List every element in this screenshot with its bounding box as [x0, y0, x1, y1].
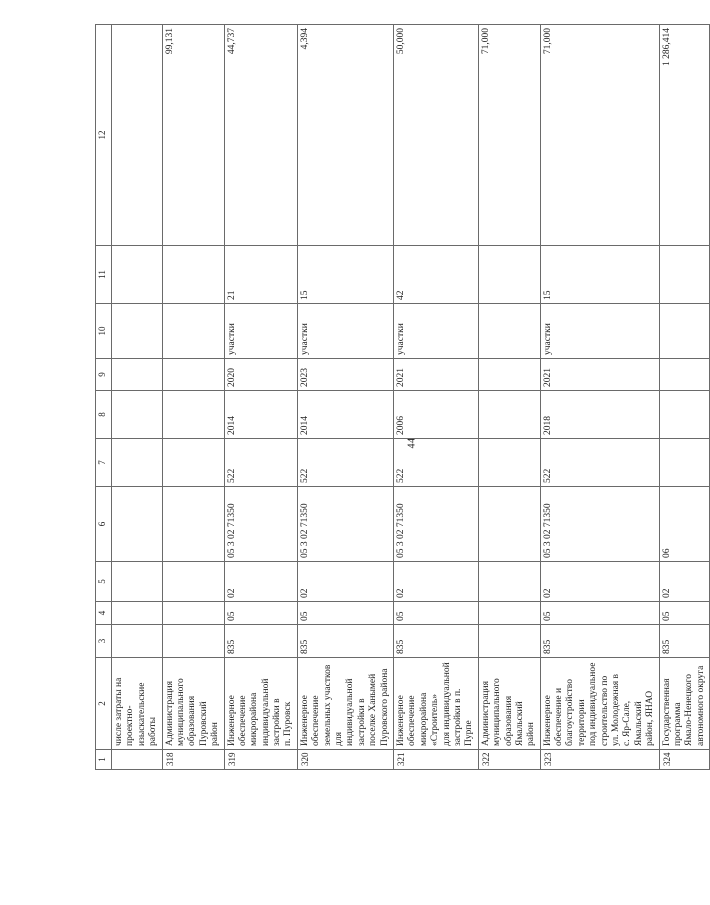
cell-admin-code: [112, 625, 163, 658]
table-row: [478, 25, 540, 770]
row-name: Администрация муниципального образования Ямальский район: [478, 658, 540, 750]
cell-end-year: [112, 359, 163, 391]
row-name: Государственная программа Ямало-Ненецкого автономного округа: [659, 658, 710, 750]
col-number: 9: [96, 359, 112, 391]
cell-expense-type: 522: [540, 439, 659, 487]
col-number: 6: [96, 487, 112, 562]
cell-amount: 71,000: [540, 25, 659, 246]
row-index: 319: [224, 750, 297, 770]
table-row: [112, 25, 163, 770]
col-number: 2: [96, 658, 112, 750]
table-row: [162, 25, 224, 770]
row-index: 321: [393, 750, 478, 770]
col-number: 11: [96, 246, 112, 304]
cell-section: 05: [393, 602, 478, 625]
cell-amount: 44,737: [224, 25, 297, 246]
column-number-row: [96, 25, 112, 770]
row-index: 323: [540, 750, 659, 770]
cell-subsection: 02: [659, 562, 710, 602]
cell-capacity: [659, 246, 710, 304]
cell-subsection: 02: [393, 562, 478, 602]
cell-section: [112, 602, 163, 625]
cell-start-year: 2018: [540, 391, 659, 439]
cell-target-article: 05 3 02 71350: [540, 487, 659, 562]
row-name: Инженерное обеспечение микрорайона индивидуальной застройки в п. Пуровск: [224, 658, 297, 750]
cell-start-year: [112, 391, 163, 439]
cell-amount: 50,000: [393, 25, 478, 246]
cell-start-year: [162, 391, 224, 439]
row-index: [112, 750, 163, 770]
table-row: [297, 25, 393, 770]
cell-admin-code: 835: [540, 625, 659, 658]
cell-amount: 4,394: [297, 25, 393, 246]
cell-end-year: [659, 359, 710, 391]
col-number: 3: [96, 625, 112, 658]
cell-amount: [112, 25, 163, 246]
row-name: Инженерное обеспечение и благоустройство территории под индивидуальное строительство по ул. Молодежная в с. Яр-Сале, Ямальский район, ЯНАО: [540, 658, 659, 750]
cell-start-year: 2014: [224, 391, 297, 439]
cell-admin-code: [478, 625, 540, 658]
col-number: 12: [96, 25, 112, 246]
cell-end-year: 2021: [393, 359, 478, 391]
cell-unit: участки: [393, 304, 478, 359]
cell-section: 05: [224, 602, 297, 625]
cell-capacity: [112, 246, 163, 304]
cell-end-year: [162, 359, 224, 391]
cell-start-year: [478, 391, 540, 439]
cell-capacity: 42: [393, 246, 478, 304]
cell-target-article: 05 3 02 71350: [224, 487, 297, 562]
row-index: 320: [297, 750, 393, 770]
cell-amount: 99,131: [162, 25, 224, 246]
cell-unit: [112, 304, 163, 359]
cell-admin-code: 835: [297, 625, 393, 658]
cell-start-year: 2014: [297, 391, 393, 439]
col-number: 4: [96, 602, 112, 625]
cell-end-year: 2021: [540, 359, 659, 391]
cell-expense-type: [478, 439, 540, 487]
cell-capacity: 21: [224, 246, 297, 304]
cell-end-year: [478, 359, 540, 391]
row-index: 324: [659, 750, 710, 770]
col-number: 10: [96, 304, 112, 359]
cell-subsection: [478, 562, 540, 602]
table-row: [540, 25, 659, 770]
cell-capacity: 15: [540, 246, 659, 304]
cell-capacity: 15: [297, 246, 393, 304]
row-index: 322: [478, 750, 540, 770]
cell-amount: 71,000: [478, 25, 540, 246]
cell-end-year: 2023: [297, 359, 393, 391]
cell-start-year: 2006: [393, 391, 478, 439]
cell-expense-type: 522: [297, 439, 393, 487]
row-name: числе затраты на проектно- изыскательские работы: [112, 658, 163, 750]
cell-section: [478, 602, 540, 625]
cell-unit: участки: [297, 304, 393, 359]
cell-section: 05: [659, 602, 710, 625]
cell-capacity: [478, 246, 540, 304]
cell-unit: участки: [540, 304, 659, 359]
cell-subsection: [162, 562, 224, 602]
cell-target-article: [112, 487, 163, 562]
table-row: [659, 25, 710, 770]
cell-target-article: 06: [659, 487, 710, 562]
cell-expense-type: 522: [393, 439, 478, 487]
cell-admin-code: 835: [393, 625, 478, 658]
cell-section: 05: [297, 602, 393, 625]
cell-target-article: 05 3 02 71350: [393, 487, 478, 562]
cell-unit: [659, 304, 710, 359]
rotated-table-wrapper: [95, 25, 706, 770]
row-index: 318: [162, 750, 224, 770]
cell-amount: 1 286,414: [659, 25, 710, 246]
row-name: Администрация муниципального образования Пуровский район: [162, 658, 224, 750]
cell-admin-code: 835: [224, 625, 297, 658]
col-number: 1: [96, 750, 112, 770]
cell-section: [162, 602, 224, 625]
cell-admin-code: [162, 625, 224, 658]
cell-subsection: 02: [540, 562, 659, 602]
cell-subsection: 02: [224, 562, 297, 602]
col-number: 8: [96, 391, 112, 439]
page-number: 44: [406, 437, 418, 449]
cell-expense-type: [659, 439, 710, 487]
col-number: 7: [96, 439, 112, 487]
cell-target-article: 05 3 02 71350: [297, 487, 393, 562]
cell-capacity: [162, 246, 224, 304]
cell-expense-type: 522: [224, 439, 297, 487]
cell-unit: участки: [224, 304, 297, 359]
cell-section: 05: [540, 602, 659, 625]
col-number: 5: [96, 562, 112, 602]
cell-target-article: [478, 487, 540, 562]
cell-target-article: [162, 487, 224, 562]
table-row: [224, 25, 297, 770]
cell-admin-code: 835: [659, 625, 710, 658]
budget-table: [95, 24, 710, 770]
cell-start-year: [659, 391, 710, 439]
row-name: Инженерное обеспечение микрорайона «Строитель» для индивидуальной застройки в п. Пурпе: [393, 658, 478, 750]
cell-expense-type: [112, 439, 163, 487]
cell-end-year: 2020: [224, 359, 297, 391]
table-row: [393, 25, 478, 770]
row-name: Инженерное обеспечение земельных участков для индивидуальной застройки в поселке Ханымей Пуровского района: [297, 658, 393, 750]
cell-subsection: 02: [297, 562, 393, 602]
cell-subsection: [112, 562, 163, 602]
cell-unit: [478, 304, 540, 359]
cell-unit: [162, 304, 224, 359]
cell-expense-type: [162, 439, 224, 487]
